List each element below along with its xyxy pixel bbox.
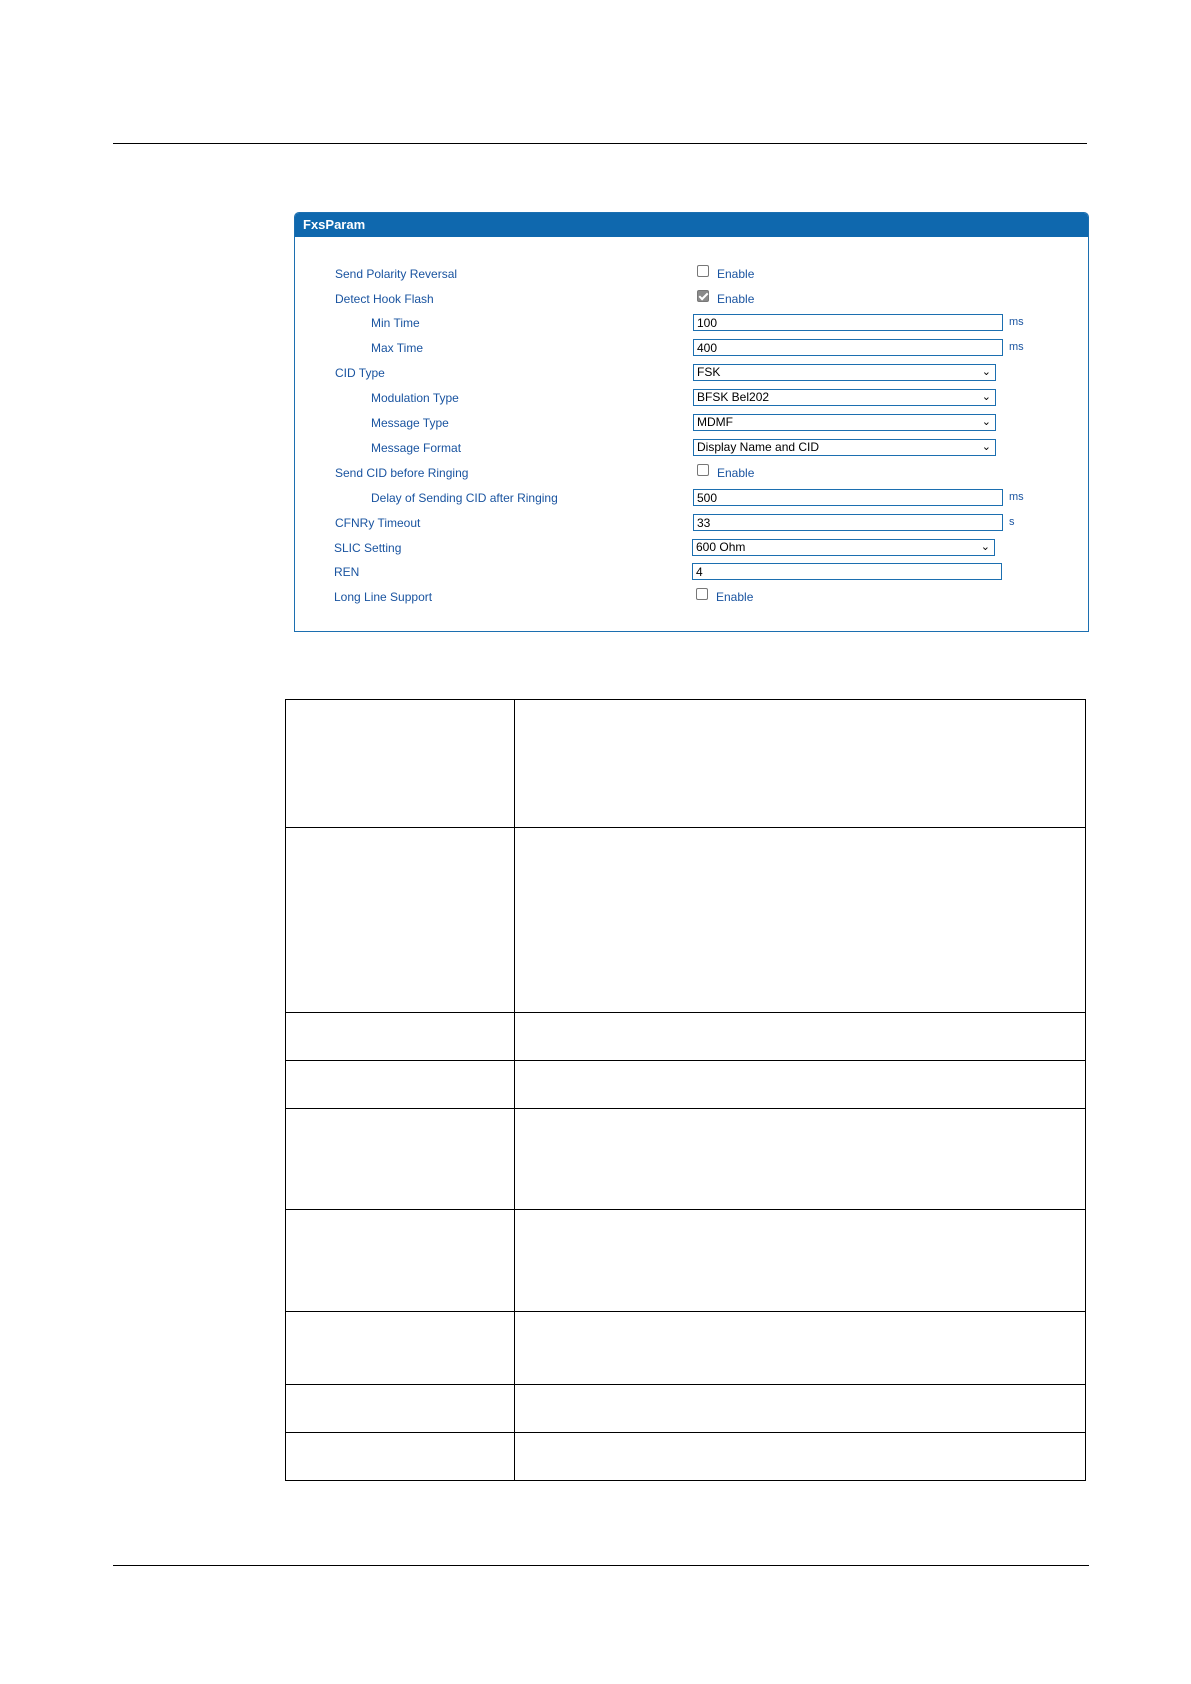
table-cell: [286, 828, 515, 1013]
enable-text: Enable: [717, 292, 755, 306]
table-cell: [515, 1385, 1086, 1433]
row-cid-type: [295, 364, 1088, 384]
row-long-line-support: [295, 588, 1088, 608]
row-message-type: [295, 414, 1088, 434]
max-time-input[interactable]: [693, 339, 1003, 356]
label-min-time: Min Time: [371, 316, 420, 330]
label-detect-hook-flash: Detect Hook Flash: [335, 292, 434, 306]
table-cell: [286, 1210, 515, 1312]
label-slic-setting: SLIC Setting: [334, 541, 402, 555]
unit-ms: ms: [1009, 491, 1024, 503]
message-type-select[interactable]: [693, 414, 996, 431]
table-row: [286, 1433, 1086, 1481]
row-max-time: [295, 339, 1088, 359]
label-delay-cid-after-ringing: Delay of Sending CID after Ringing: [371, 491, 558, 505]
min-time-input[interactable]: [693, 314, 1003, 331]
chevron-down-icon: ⌄: [981, 441, 991, 453]
row-detect-hook-flash: [295, 290, 1088, 310]
enable-text: Enable: [717, 267, 755, 281]
select-value: FSK: [697, 365, 721, 379]
row-message-format: [295, 439, 1088, 459]
checkbox-long-line-support[interactable]: [696, 588, 708, 600]
table-row: [286, 1210, 1086, 1312]
table-row: [286, 1013, 1086, 1061]
label-cfnry-timeout: CFNRy Timeout: [335, 516, 421, 530]
label-long-line-support: Long Line Support: [334, 590, 433, 604]
label-ren: REN: [334, 565, 360, 579]
label-max-time: Max Time: [371, 341, 424, 355]
label-cid-type: CID Type: [335, 366, 385, 380]
enable-text: Enable: [717, 466, 755, 480]
checkbox-send-polarity-reversal[interactable]: [697, 265, 709, 277]
table-row: [286, 1109, 1086, 1210]
select-value: MDMF: [697, 415, 733, 429]
table-row: [286, 828, 1086, 1013]
row-delay-cid-after-ringing: [295, 489, 1088, 509]
table-cell: [515, 1061, 1086, 1109]
table-cell: [286, 700, 515, 828]
select-value: Display Name and CID: [697, 440, 820, 454]
label-send-cid-before-ringing: Send CID before Ringing: [335, 466, 469, 480]
table-cell: [286, 1433, 515, 1481]
cid-type-select[interactable]: [693, 364, 996, 381]
row-send-cid-before-ringing: [295, 464, 1088, 484]
chevron-down-icon: ⌄: [981, 416, 991, 428]
unit-s: s: [1009, 516, 1015, 528]
chevron-down-icon: ⌄: [981, 391, 991, 403]
message-format-select[interactable]: [693, 439, 996, 456]
row-cfnry-timeout: [295, 514, 1088, 534]
table-cell: [515, 1109, 1086, 1210]
panel-title: FxsParam: [295, 213, 1088, 237]
table-cell: [515, 828, 1086, 1013]
cfnry-timeout-input[interactable]: [693, 514, 1003, 531]
delay-cid-input[interactable]: [693, 489, 1003, 506]
row-min-time: [295, 314, 1088, 334]
table-cell: [286, 1385, 515, 1433]
table-cell: [515, 1433, 1086, 1481]
unit-ms: ms: [1009, 341, 1024, 353]
row-slic-setting: [295, 539, 1088, 559]
table-cell: [286, 1109, 515, 1210]
label-send-polarity-reversal: Send Polarity Reversal: [335, 267, 458, 281]
row-ren: [295, 563, 1088, 583]
footer-rule: [113, 1565, 1089, 1566]
fxs-param-panel: [294, 212, 1089, 632]
table-cell: [286, 1312, 515, 1385]
table-row: [286, 700, 1086, 828]
unit-ms: ms: [1009, 316, 1024, 328]
chevron-down-icon: ⌄: [980, 541, 990, 553]
table-cell: [286, 1061, 515, 1109]
checkbox-detect-hook-flash[interactable]: [697, 290, 709, 302]
table-cell: [515, 1210, 1086, 1312]
table-row: [286, 1385, 1086, 1433]
row-modulation-type: [295, 389, 1088, 409]
row-send-polarity-reversal: [295, 265, 1088, 285]
table-cell: [515, 1013, 1086, 1061]
table-row: [286, 1312, 1086, 1385]
checkbox-send-cid-before-ringing[interactable]: [697, 464, 709, 476]
table-cell: [515, 700, 1086, 828]
select-value: 600 Ohm: [696, 540, 746, 554]
modulation-type-select[interactable]: [693, 389, 996, 406]
ren-input[interactable]: [692, 563, 1002, 580]
table-row: [286, 1061, 1086, 1109]
select-value: BFSK Bel202: [697, 390, 770, 404]
parameter-description-table: [285, 699, 1086, 1481]
header-rule: [113, 143, 1087, 144]
table-cell: [286, 1013, 515, 1061]
label-modulation-type: Modulation Type: [371, 391, 459, 405]
slic-setting-select[interactable]: [692, 539, 995, 556]
label-message-format: Message Format: [371, 441, 462, 455]
chevron-down-icon: ⌄: [981, 366, 991, 378]
label-message-type: Message Type: [371, 416, 449, 430]
table-cell: [515, 1312, 1086, 1385]
enable-text: Enable: [716, 590, 754, 604]
